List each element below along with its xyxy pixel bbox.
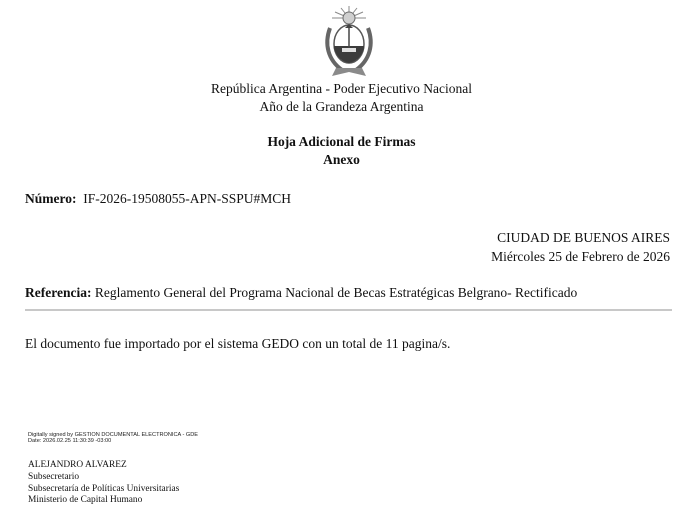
signer-role: Subsecretario bbox=[28, 472, 80, 482]
coat-of-arms-icon bbox=[322, 4, 376, 80]
reference-row bbox=[25, 285, 577, 301]
document-number-value: IF-2026-19508055-APN-SSPU#MCH bbox=[83, 191, 292, 206]
header-year-motto: Año de la Grandeza Argentina bbox=[259, 99, 424, 114]
document-number-row bbox=[25, 191, 291, 207]
signer-office: Subsecretaría de Políticas Universitarias bbox=[28, 484, 180, 494]
place-date: Miércoles 25 de Febrero de 2026 bbox=[491, 249, 670, 264]
digital-signature-signed-by: Digitally signed by GESTION DOCUMENTAL ELECTRONICA - GDE bbox=[28, 432, 199, 438]
signer-ministry: Ministerio de Capital Humano bbox=[28, 495, 143, 505]
signer-name: ALEJANDRO ALVAREZ bbox=[28, 460, 127, 470]
body-text: El documento fue importado por el sistema GEDO con un total de 11 pagina/s. bbox=[25, 336, 451, 351]
digital-signature-date: Date: 2026.02.25 11:30:39 -03:00 bbox=[28, 438, 112, 444]
document-number-label: Número: bbox=[25, 191, 77, 206]
separator-rule bbox=[25, 309, 672, 311]
reference-label: Referencia: bbox=[25, 285, 92, 300]
document-title: Hoja Adicional de Firmas bbox=[267, 134, 416, 149]
document-subtitle: Anexo bbox=[323, 152, 360, 167]
place-city: CIUDAD DE BUENOS AIRES bbox=[497, 230, 670, 245]
reference-value: Reglamento General del Programa Nacional de Becas Estratégicas Belgrano- Rectificado bbox=[94, 285, 578, 300]
header-republic-line: República Argentina - Poder Ejecutivo Nacional bbox=[210, 81, 473, 96]
